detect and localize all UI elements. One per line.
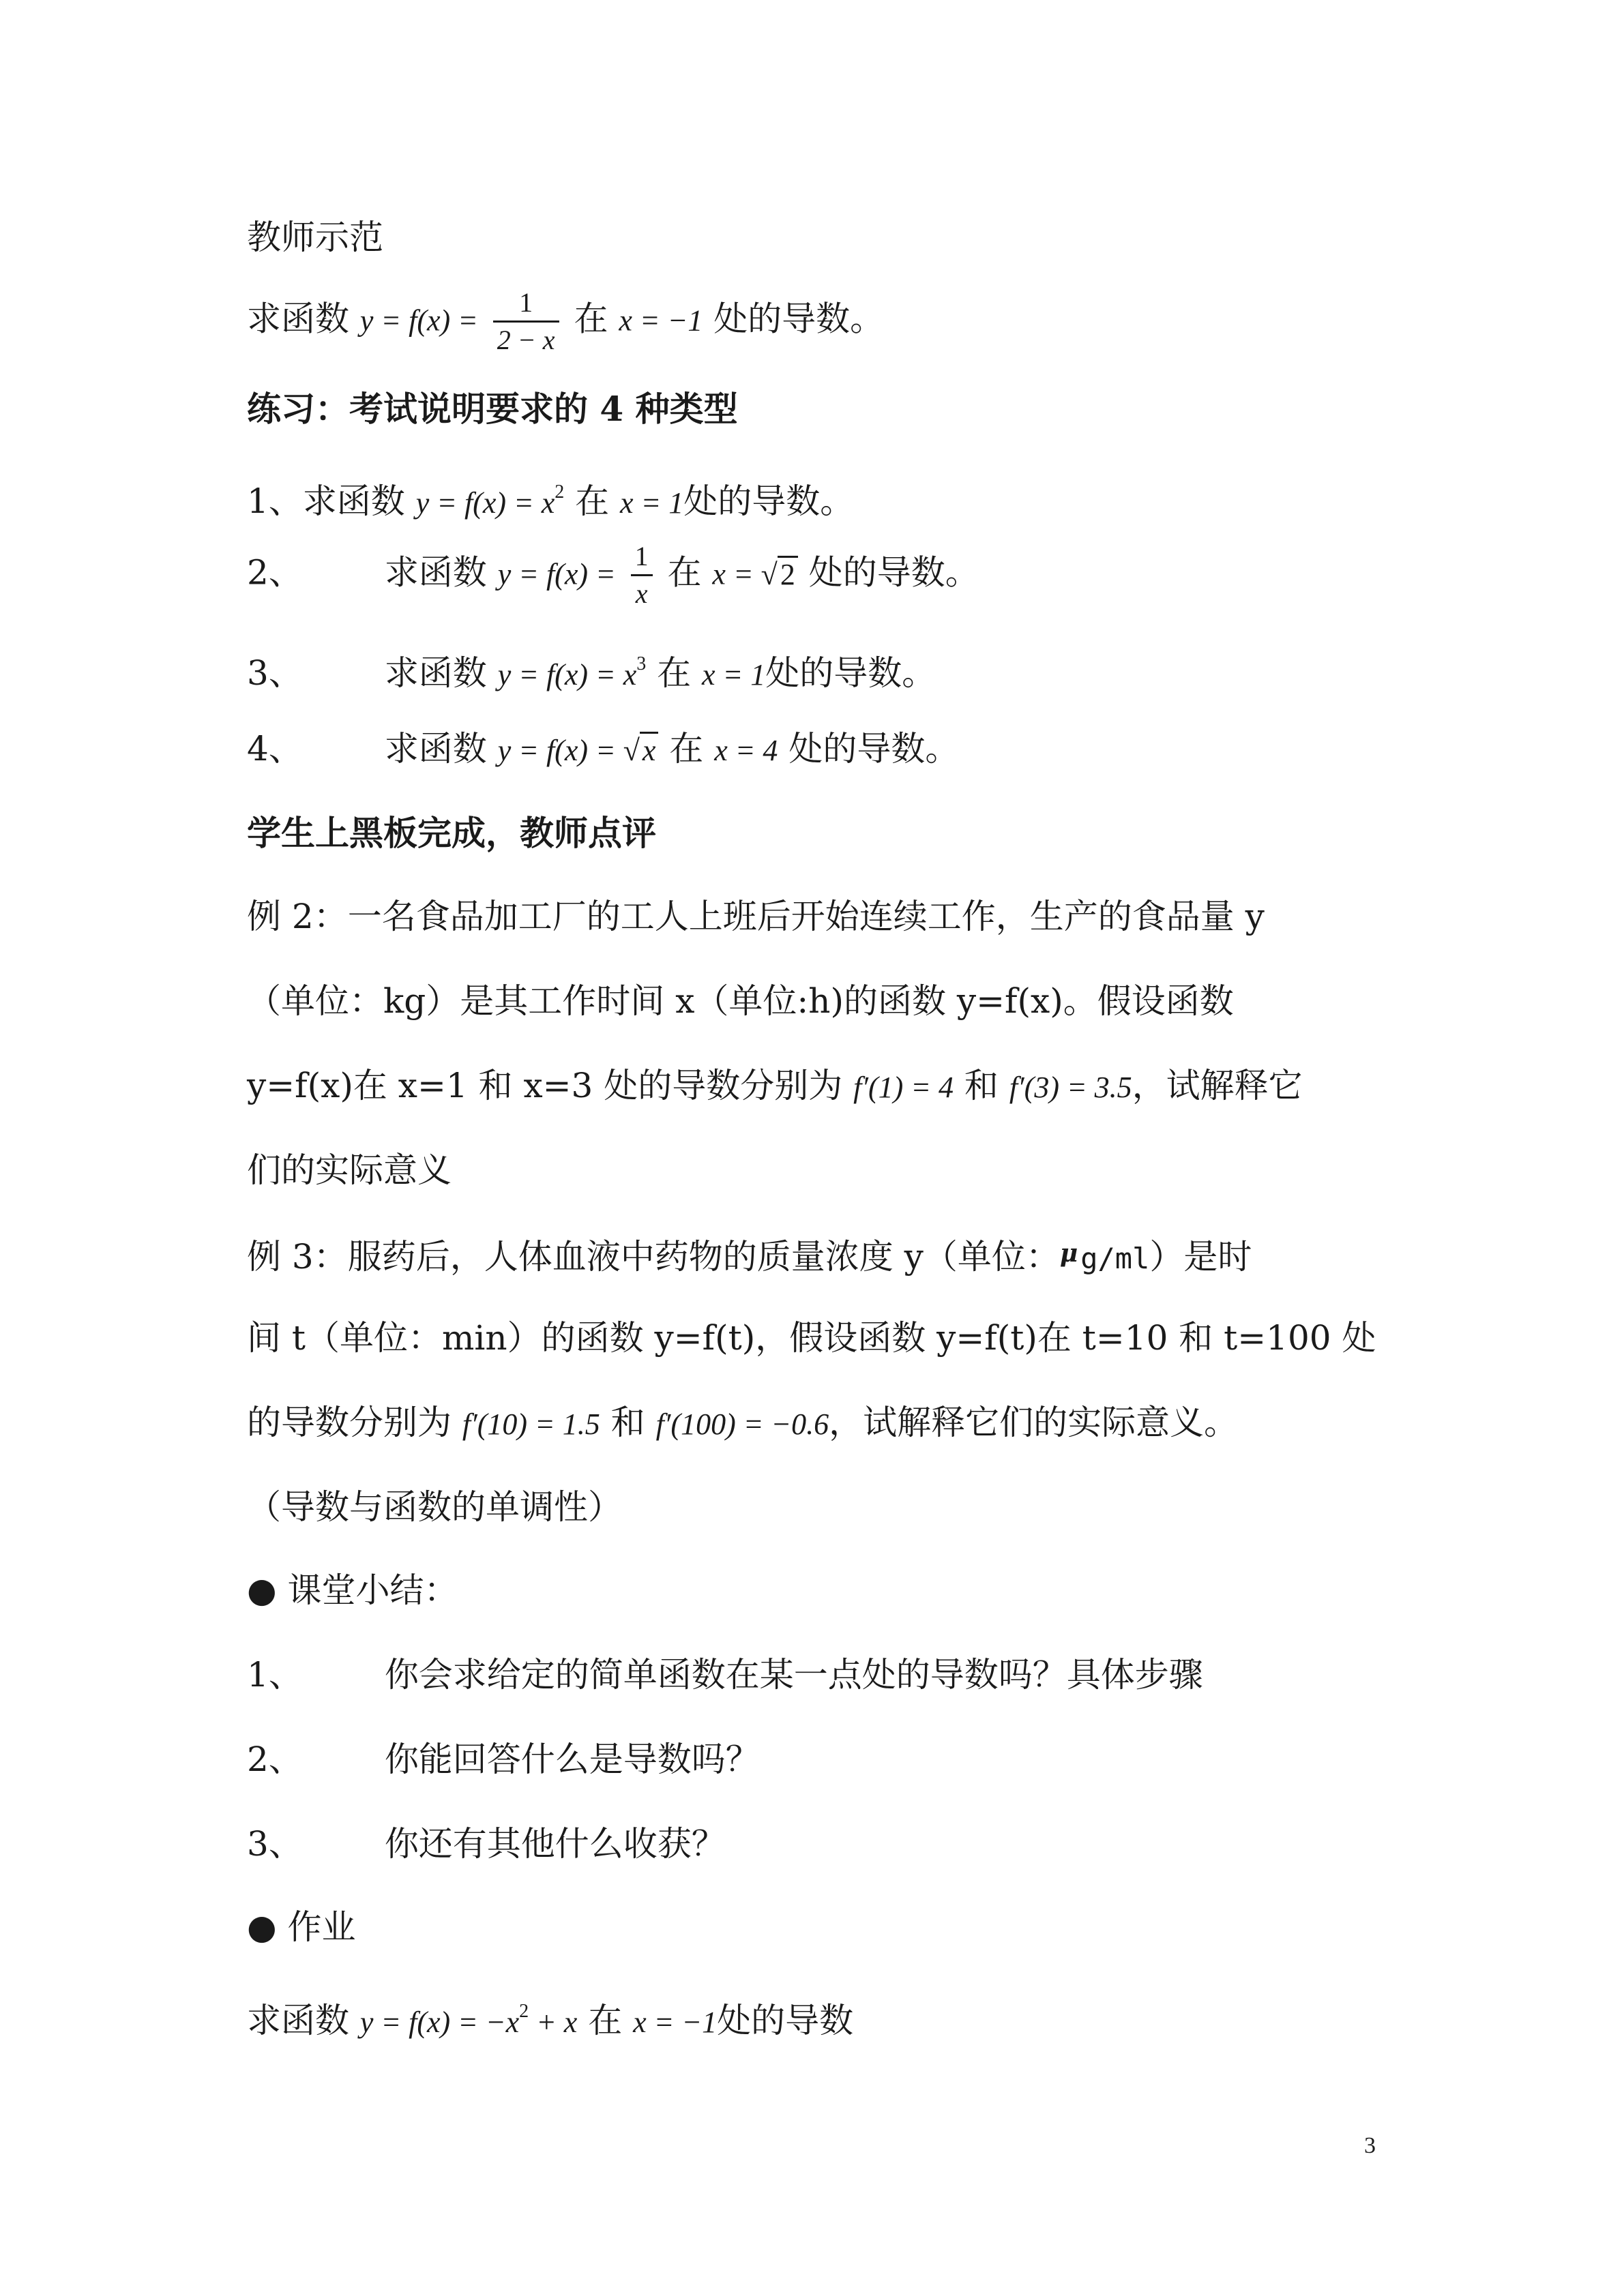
example3-line3-pre: 的导数分别为	[247, 1403, 452, 1442]
practice-2-frac-numerator: 1	[634, 541, 649, 571]
practice-3-expr: y = f(x) = x	[497, 658, 637, 691]
practice-1-expr: y = f(x) = x	[415, 486, 555, 520]
summary-item-2	[247, 1739, 760, 1780]
practice-2-post: 处的导数。	[808, 552, 979, 593]
homework-expr: y = f(x) = −x	[359, 2006, 520, 2039]
homework-expr-tail: + x	[529, 2006, 578, 2039]
practice-3-mid: 在	[657, 653, 692, 693]
demo-frac-denominator: 2 − x	[493, 320, 559, 358]
practice-1-num: 1、	[247, 481, 303, 521]
homework-problem	[247, 1991, 853, 2043]
homework-sup: 2	[519, 2001, 529, 2022]
summary-3-text: 你还有其他什么收获？	[384, 1824, 726, 1864]
example3-line3	[247, 1402, 1238, 1445]
practice-4-cond: x = 4	[714, 734, 778, 767]
example3-line1-post: ）是时	[1149, 1237, 1252, 1277]
practice-2-frac-denominator: x	[631, 574, 653, 612]
example2-and: 和	[964, 1066, 999, 1105]
summary-heading: ● 课堂小结：	[247, 1570, 458, 1610]
homework-heading: ● 作业	[247, 1907, 356, 1947]
summary-2-text: 你能回答什么是导数吗？	[384, 1740, 760, 1779]
mu-symbol: μ	[1059, 1239, 1078, 1268]
practice-1-cond: x = 1	[620, 486, 684, 520]
practice-4-sqrt: √x	[623, 730, 659, 771]
practice-3-num: 3、	[247, 653, 303, 693]
practice-3-pre: 求函数	[384, 653, 487, 693]
demo-pre: 求函数	[247, 299, 349, 339]
example2-line3-pre: y=f(x)在 x=1 和 x=3 处的导数分别为	[247, 1066, 843, 1105]
homework-post: 处的导数	[717, 2001, 854, 2040]
practice-1-pre: 求函数	[302, 481, 405, 521]
example3-unit: g/ml	[1080, 1242, 1150, 1275]
practice-heading: 练习：考试说明要求的 4 种类型	[247, 389, 738, 429]
demo-post: 处的导数。	[713, 299, 885, 339]
monotonic-note: （导数与函数的单调性）	[247, 1487, 622, 1527]
summary-1-num: 1、	[247, 1655, 303, 1695]
summary-1-text: 你会求给定的简单函数在某一点处的导数吗？具体步骤	[384, 1655, 1203, 1695]
example2-line1: 例 2：一名食品加工厂的工人上班后开始连续工作，生产的食品量 y	[247, 897, 1265, 936]
practice-item-3	[247, 644, 936, 696]
example3-and: 和	[610, 1403, 645, 1442]
practice-4-mid: 在	[669, 729, 704, 769]
practice-1-post: 处的导数。	[683, 481, 855, 521]
demo-frac-numerator: 1	[519, 287, 533, 318]
practice-2-expr: y = f(x) =	[497, 557, 616, 591]
homework-cond: x = −1	[633, 2006, 718, 2039]
practice-item-1	[247, 472, 854, 524]
summary-3-num: 3、	[247, 1824, 303, 1864]
example3-line3-post: ，试解释它们的实际意义。	[829, 1403, 1239, 1442]
example3-line1	[247, 1233, 1252, 1279]
practice-1-sup: 2	[555, 481, 565, 503]
example2-eq2: f′(3) = 3.5	[1009, 1071, 1132, 1104]
homework-pre: 求函数	[247, 2001, 349, 2040]
practice-item-4	[247, 728, 959, 771]
practice-4-radicand: x	[640, 732, 659, 767]
summary-item-3	[247, 1823, 726, 1864]
example3-line1-pre: 例 3：服药后，人体血液中药物的质量浓度 y（单位：	[247, 1237, 1060, 1277]
practice-3-post: 处的导数。	[765, 653, 936, 693]
practice-2-cond: x =	[712, 557, 761, 591]
demo-expr-lhs: y = f(x) =	[359, 303, 478, 338]
practice-4-expr: y = f(x) =	[497, 734, 623, 767]
practice-2-fraction	[631, 539, 653, 612]
example2-line4: 们的实际意义	[247, 1150, 452, 1190]
practice-2-num: 2、	[247, 552, 303, 593]
page-number: 3	[1364, 2133, 1376, 2158]
practice-3-sup: 3	[636, 653, 647, 674]
heading-teacher-demo: 教师示范	[247, 218, 383, 257]
practice-1-mid: 在	[575, 481, 610, 521]
example2-line3-post: ，试解释它	[1132, 1066, 1303, 1105]
example3-eq1: f′(10) = 1.5	[462, 1407, 600, 1441]
demo-fraction	[493, 285, 559, 358]
demo-cond: x = −1	[619, 303, 703, 338]
demo-problem	[247, 285, 884, 358]
board-heading: 学生上黑板完成，教师点评	[247, 813, 656, 853]
example3-line2: 间 t（单位：min）的函数 y=f(t)，假设函数 y=f(t)在 t=10 和 t=100 处	[247, 1318, 1376, 1358]
homework-mid: 在	[588, 2001, 623, 2040]
example2-eq1: f′(1) = 4	[853, 1071, 954, 1104]
practice-4-post: 处的导数。	[788, 729, 960, 769]
summary-2-num: 2、	[247, 1740, 303, 1779]
practice-2-sqrt: √2	[761, 554, 798, 595]
example2-line3	[247, 1065, 1303, 1108]
example3-eq2: f′(100) = −0.6	[655, 1407, 829, 1441]
demo-mid: 在	[574, 299, 608, 339]
practice-2-pre: 求函数	[384, 552, 487, 593]
practice-3-cond: x = 1	[702, 658, 766, 691]
example2-line2: （单位：kg）是其工作时间 x（单位:h)的函数 y=f(x)。假设函数	[247, 981, 1234, 1021]
practice-4-pre: 求函数	[384, 729, 487, 769]
practice-2-radicand: 2	[778, 556, 798, 591]
practice-2-mid: 在	[667, 552, 702, 593]
practice-item-2	[247, 539, 979, 612]
practice-4-num: 4、	[247, 729, 303, 769]
summary-item-1	[247, 1654, 1203, 1695]
